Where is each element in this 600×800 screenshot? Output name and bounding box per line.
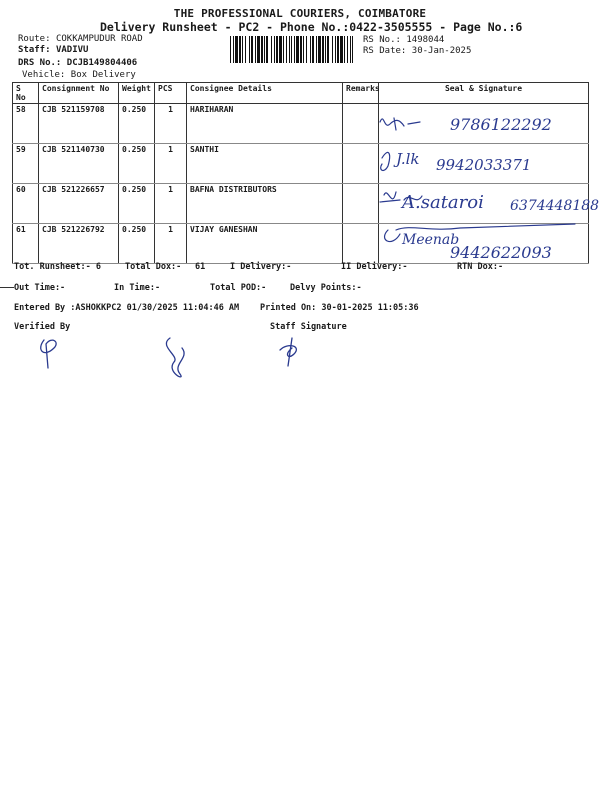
cell-pcs: 1	[155, 224, 187, 264]
cell-sno: 60	[13, 184, 39, 224]
cell-consignee: VIJAY GANESHAN	[187, 224, 343, 264]
cell-consignment: CJB 521226657	[39, 184, 119, 224]
cell-consignment: CJB 521140730	[39, 144, 119, 184]
ii-delivery: II Delivery:-	[341, 262, 408, 272]
sig-row61-name: Meenab	[402, 232, 460, 248]
cell-pcs: 1	[155, 144, 187, 184]
entered-by: Entered By :ASHOKKPC2 01/30/2025 11:04:46 AM	[14, 303, 240, 313]
cell-consignee: BAFNA DISTRIBUTORS	[187, 184, 343, 224]
in-time: In Time:-	[114, 283, 161, 293]
sig-row59-phone: 9942033371	[436, 156, 532, 174]
i-delivery: I Delivery:-	[230, 262, 292, 272]
sig-row60-name: A.sataroi	[402, 192, 484, 213]
cell-sno: 59	[13, 144, 39, 184]
total-pod: Total POD:-	[210, 283, 267, 293]
total-runsheet: Tot. Runsheet:- 6	[14, 262, 101, 272]
cell-consignee: SANTHI	[187, 144, 343, 184]
vehicle-value: Box Delivery	[70, 70, 136, 80]
cell-sno: 61	[13, 224, 39, 264]
drs-value: DCJB149804406	[66, 58, 138, 68]
divider	[0, 287, 14, 288]
barcode-icon	[230, 36, 355, 63]
col-remarks: Remarks	[343, 83, 379, 104]
delvy-points: Delvy Points:-	[290, 283, 362, 293]
total-dox-label: Total Dox:-	[125, 262, 182, 272]
sig-row59-name: J.lk	[396, 150, 420, 168]
rs-no-line: RS No.: 1498044	[363, 35, 445, 45]
cell-consignment: CJB 521226792	[39, 224, 119, 264]
col-sno: S No	[13, 83, 39, 104]
cell-consignment: CJB 521159708	[39, 104, 119, 144]
handwritten-signatures	[370, 100, 600, 262]
col-consignee: Consignee Details	[187, 83, 343, 104]
sig-row61-phone: 9442622093	[450, 243, 552, 262]
staff-line: Staff: VADIVU	[18, 45, 89, 55]
sig-row58-phone: 9786122292	[450, 115, 552, 134]
rs-date-value: 30-Jan-2025	[411, 46, 472, 56]
runsheet-subtitle: Delivery Runsheet - PC2 - Phone No.:0422-3505555 - Page No.:6	[100, 20, 523, 34]
out-time: Out Time:-	[14, 283, 66, 293]
footer-signatures	[30, 330, 330, 390]
cell-weight: 0.250	[119, 144, 155, 184]
cell-sno: 58	[13, 104, 39, 144]
col-weight: Weight	[119, 83, 155, 104]
company-title: THE PROFESSIONAL COURIERS, COIMBATORE	[173, 7, 427, 20]
rtn-dox: RTN Dox:-	[457, 262, 504, 272]
route-line: Route: COKKAMPUDUR ROAD	[18, 34, 143, 44]
route-value: COKKAMPUDUR ROAD	[55, 34, 143, 44]
cell-pcs: 1	[155, 184, 187, 224]
rs-no-value: 1498044	[406, 35, 445, 45]
verified-by-label: Verified By	[14, 322, 71, 332]
drs-line: DRS No.: DCJB149804406	[18, 58, 138, 68]
staff-signature-label: Staff Signature	[270, 322, 347, 332]
cell-weight: 0.250	[119, 104, 155, 144]
printed-on: Printed On: 30-01-2025 11:05:36	[260, 303, 419, 313]
staff-value: VADIVU	[55, 45, 89, 55]
cell-pcs: 1	[155, 104, 187, 144]
sig-row60-phone: 6374448188	[510, 198, 600, 214]
cell-consignee: HARIHARAN	[187, 104, 343, 144]
vehicle-line: Vehicle: Box Delivery	[22, 70, 136, 80]
col-consignment: Consignment No	[39, 83, 119, 104]
col-signature: Seal & Signature	[379, 83, 589, 104]
rs-date-line: RS Date: 30-Jan-2025	[363, 46, 472, 56]
cell-weight: 0.250	[119, 224, 155, 264]
total-dox-value: 61	[195, 262, 206, 272]
cell-weight: 0.250	[119, 184, 155, 224]
col-pcs: PCS	[155, 83, 187, 104]
